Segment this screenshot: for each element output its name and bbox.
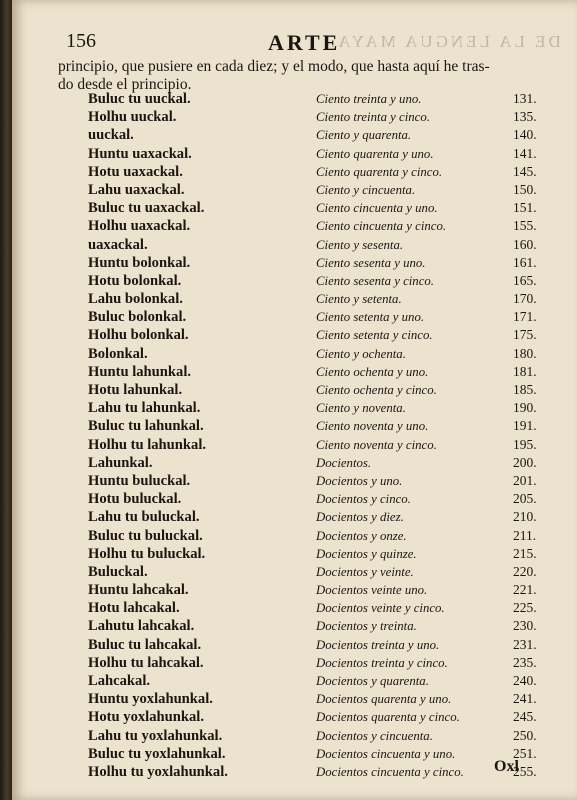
intro-line-2: do desde el principio.	[58, 76, 192, 93]
spanish-number-word: Ciento y quarenta.	[316, 128, 412, 143]
table-row	[58, 527, 558, 545]
spanish-number-word: Docientos treinta y cinco.	[316, 655, 448, 670]
arabic-number: 171.	[513, 309, 537, 325]
arabic-number: 190.	[513, 400, 537, 416]
spanish-number-word: Docientos veinte y cinco.	[316, 601, 445, 616]
table-row	[58, 272, 558, 290]
maya-number-word: Lahu tu yoxlahunkal.	[88, 727, 223, 744]
maya-number-word: Buluckal.	[88, 563, 148, 580]
spanish-number-word: Docientos y quarenta.	[316, 674, 429, 688]
running-title: ARTE	[268, 30, 341, 55]
maya-number-word: uuckal.	[88, 127, 134, 144]
arabic-number: 220.	[513, 563, 537, 579]
spanish-number-word: Ciento cincuenta y uno.	[316, 201, 438, 216]
maya-number-word: Holhu tu lahcakal.	[88, 654, 204, 671]
table-row	[58, 563, 558, 581]
maya-number-word: Hotu bolonkal.	[88, 272, 182, 289]
maya-number-word: Holhu tu yoxlahunkal.	[88, 763, 228, 780]
arabic-number: 181.	[513, 363, 537, 379]
spanish-number-word: Docientos y uno.	[316, 473, 403, 488]
arabic-number: 140.	[513, 127, 537, 143]
table-row	[58, 308, 558, 326]
arabic-number: 161.	[513, 254, 537, 270]
spanish-number-word: Docientos quarenta y uno.	[316, 692, 452, 707]
table-row	[58, 381, 558, 399]
maya-number-word: Holhu uuckal.	[88, 109, 177, 126]
maya-number-word: Huntu buluckal.	[88, 472, 191, 489]
spanish-number-word: Ciento sesenta y cinco.	[316, 273, 434, 288]
table-row	[58, 617, 558, 635]
arabic-number: 210.	[513, 509, 537, 525]
arabic-number: 165.	[513, 272, 537, 288]
table-row	[58, 217, 558, 235]
arabic-number: 255.	[513, 763, 537, 779]
arabic-number: 225.	[513, 600, 537, 616]
maya-number-word: Lahu tu lahunkal.	[88, 400, 201, 417]
table-row	[58, 654, 558, 672]
maya-number-word: Buluc tu lahunkal.	[88, 418, 204, 435]
table-row	[58, 254, 558, 272]
table-row	[58, 545, 558, 563]
spanish-number-word: Ciento treinta y uno.	[316, 92, 422, 106]
arabic-number: 200.	[513, 454, 537, 470]
maya-number-word: Hotu uaxackal.	[88, 163, 183, 180]
spanish-number-word: Ciento quarenta y cinco.	[316, 164, 443, 179]
maya-number-word: Buluc tu buluckal.	[88, 527, 203, 544]
book-binding	[0, 0, 12, 800]
arabic-number: 201.	[513, 472, 537, 488]
page-number: 156	[66, 30, 96, 52]
table-row	[58, 326, 558, 344]
catchword: Oxl	[494, 758, 519, 775]
spanish-number-word: Ciento sesenta y uno.	[316, 255, 426, 270]
spanish-number-word: Docientos y onze.	[316, 528, 407, 543]
maya-number-word: Hotu lahunkal.	[88, 382, 183, 398]
maya-number-word: Huntu bolonkal.	[88, 254, 191, 271]
arabic-number: 215.	[513, 545, 537, 561]
spanish-number-word: Docientos treinta y uno.	[316, 637, 440, 652]
arabic-number: 180.	[513, 345, 537, 361]
number-table	[58, 90, 558, 781]
spanish-number-word: Docientos y treinta.	[316, 619, 417, 634]
spanish-number-word: Ciento y noventa.	[316, 401, 406, 416]
table-row	[58, 399, 558, 417]
arabic-number: 141.	[513, 145, 537, 161]
spanish-number-word: Ciento noventa y uno.	[316, 419, 429, 434]
spanish-number-word: Ciento ochenta y cinco.	[316, 383, 437, 397]
spanish-number-word: Ciento y ochenta.	[316, 346, 406, 361]
table-row	[58, 345, 558, 363]
arabic-number: 231.	[513, 636, 537, 652]
spanish-number-word: Ciento ochenta y uno.	[316, 364, 429, 379]
maya-number-word: Huntu lahcakal.	[88, 582, 189, 599]
maya-number-word: Holhu tu lahunkal.	[88, 436, 207, 453]
maya-number-word: Lahcakal.	[88, 673, 151, 689]
arabic-number: 175.	[513, 327, 537, 343]
arabic-number: 240.	[513, 673, 537, 688]
intro-paragraph	[58, 58, 558, 94]
maya-number-word: Bolonkal.	[88, 345, 148, 362]
arabic-number: 135.	[513, 109, 537, 125]
maya-number-word: Hotu buluckal.	[88, 491, 182, 508]
maya-number-word: Hotu yoxlahunkal.	[88, 709, 204, 726]
arabic-number: 235.	[513, 654, 537, 670]
arabic-number: 195.	[513, 436, 537, 452]
table-row	[58, 745, 558, 763]
spanish-number-word: Ciento y cincuenta.	[316, 182, 416, 197]
table-row	[58, 181, 558, 199]
maya-number-word: Hotu lahcakal.	[88, 600, 180, 617]
arabic-number: 205.	[513, 491, 537, 507]
spanish-number-word: Ciento cincuenta y cinco.	[316, 219, 447, 234]
spanish-number-word: Ciento y sesenta.	[316, 237, 404, 252]
page-header	[58, 30, 561, 55]
spanish-number-word: Docientos.	[316, 455, 372, 470]
arabic-number: 230.	[513, 618, 537, 634]
spanish-number-word: Docientos y quinze.	[316, 546, 417, 561]
arabic-number: 155.	[513, 218, 537, 234]
table-row	[58, 145, 558, 163]
table-row	[58, 90, 558, 108]
spanish-number-word: Ciento setenta y uno.	[316, 310, 425, 325]
maya-number-word: Lahutu lahcakal.	[88, 618, 195, 635]
maya-number-word: Lahu bolonkal.	[88, 291, 183, 308]
arabic-number: 150.	[513, 181, 537, 197]
table-row	[58, 290, 558, 308]
arabic-number: 241.	[513, 691, 537, 707]
spanish-number-word: Docientos y cincuenta.	[316, 728, 433, 743]
spanish-number-word: Docientos y diez.	[316, 510, 404, 525]
table-row	[58, 472, 558, 490]
maya-number-word: Huntu yoxlahunkal.	[88, 691, 213, 708]
maya-number-word: Buluc tu lahcakal.	[88, 636, 202, 653]
maya-number-word: Holhu uaxackal.	[88, 218, 191, 235]
arabic-number: 185.	[513, 382, 537, 397]
arabic-number: 191.	[513, 418, 537, 434]
arabic-number: 211.	[513, 527, 537, 543]
arabic-number: 221.	[513, 582, 537, 598]
maya-number-word: Buluc tu uaxackal.	[88, 200, 205, 217]
maya-number-word: Holhu bolonkal.	[88, 327, 189, 344]
arabic-number: 160.	[513, 236, 537, 252]
maya-number-word: uaxackal.	[88, 236, 148, 253]
table-row	[58, 763, 558, 781]
table-row	[58, 599, 558, 617]
spanish-number-word: Docientos y cinco.	[316, 492, 411, 507]
spanish-number-word: Docientos cincuenta y cinco.	[316, 764, 464, 779]
table-row	[58, 708, 558, 726]
maya-number-word: Buluc tu uuckal.	[88, 91, 191, 107]
spanish-number-word: Ciento noventa y cinco.	[316, 437, 437, 452]
spanish-number-word: Docientos y veinte.	[316, 564, 414, 579]
maya-number-word: Lahunkal.	[88, 454, 153, 471]
table-row	[58, 436, 558, 454]
table-row	[58, 417, 558, 435]
maya-number-word: Holhu tu buluckal.	[88, 545, 206, 562]
arabic-number: 245.	[513, 709, 537, 725]
spanish-number-word: Docientos quarenta y cinco.	[316, 710, 460, 725]
table-row	[58, 363, 558, 381]
arabic-number: 151.	[513, 200, 537, 216]
arabic-number: 251.	[513, 745, 537, 761]
show-through-text: DE LA LENGUA MAYA.	[328, 32, 561, 51]
table-row	[58, 636, 558, 654]
maya-number-word: Buluc tu yoxlahunkal.	[88, 745, 226, 762]
spanish-number-word: Ciento setenta y cinco.	[316, 328, 433, 343]
maya-number-word: Huntu uaxackal.	[88, 145, 192, 162]
spanish-number-word: Ciento y setenta.	[316, 292, 402, 307]
table-row	[58, 199, 558, 217]
spanish-number-word: Ciento treinta y cinco.	[316, 110, 430, 125]
table-row	[58, 126, 558, 144]
intro-line-1: principio, que pusiere en cada diez; y el modo, que hasta aquí he tras-	[58, 58, 490, 75]
spanish-number-word: Docientos veinte uno.	[316, 583, 428, 598]
maya-number-word: Huntu lahunkal.	[88, 363, 192, 380]
spanish-number-word: Docientos cincuenta y uno.	[316, 746, 456, 761]
table-row	[58, 672, 558, 690]
table-row	[58, 508, 558, 526]
table-row	[58, 727, 558, 745]
maya-number-word: Buluc bolonkal.	[88, 309, 187, 326]
arabic-number: 131.	[513, 91, 537, 106]
table-row	[58, 454, 558, 472]
table-row	[58, 236, 558, 254]
table-row	[58, 163, 558, 181]
maya-number-word: Lahu tu buluckal.	[88, 509, 200, 526]
table-row	[58, 108, 558, 126]
spanish-number-word: Ciento quarenta y uno.	[316, 146, 434, 161]
table-row	[58, 690, 558, 708]
arabic-number: 250.	[513, 727, 537, 743]
table-row	[58, 581, 558, 599]
table-row	[58, 490, 558, 508]
maya-number-word: Lahu uaxackal.	[88, 181, 185, 198]
arabic-number: 145.	[513, 163, 537, 179]
arabic-number: 170.	[513, 291, 537, 307]
